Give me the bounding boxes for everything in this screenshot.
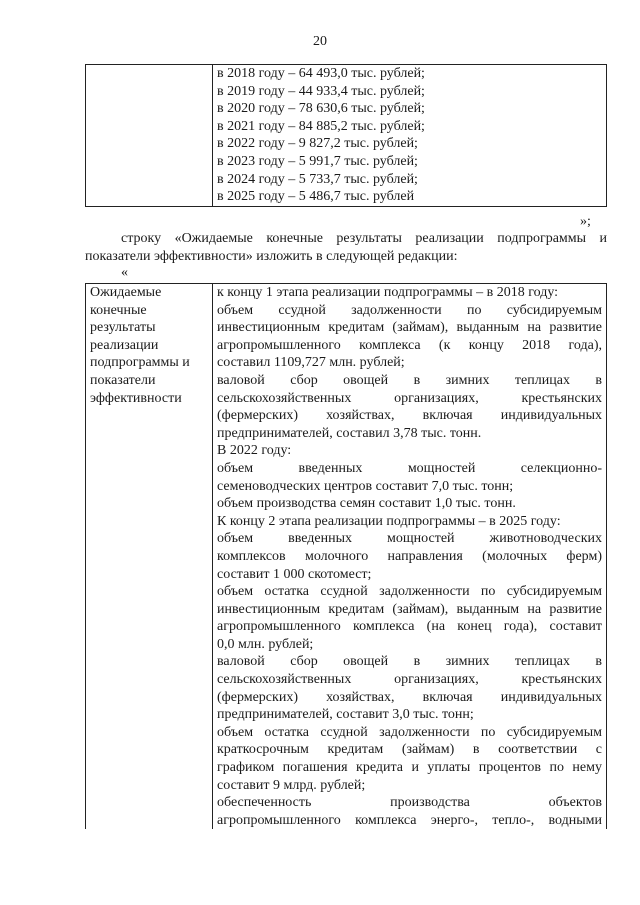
- opening-quote-mark: «: [121, 265, 128, 280]
- result-line: (фермерских) хозяйствах, включая индивидуальных: [217, 689, 602, 705]
- result-line: предпринимателей, составил 3,78 тыс. тонн.: [217, 425, 482, 441]
- funding-line: в 2019 году – 44 933,4 тыс. рублей;: [217, 83, 425, 99]
- result-line: агропромышленного комплекса (на конец года), составит: [217, 619, 602, 635]
- left-cell-line: конечные: [90, 302, 147, 318]
- page-number: 20: [313, 34, 327, 49]
- result-line: агропромышленного комплекса (к концу 2018 года),: [217, 337, 602, 353]
- result-line: В 2022 году:: [217, 443, 292, 459]
- result-line: объем введенных мощностей животноводческих: [217, 531, 602, 547]
- left-cell-line: подпрограммы и: [90, 355, 190, 371]
- result-line: (фермерских) хозяйствах, включая индивидуальных: [217, 408, 602, 424]
- result-line: комплексов молочного направления (молочных ферм): [217, 548, 602, 564]
- paragraph-line: показатели эффективности» изложить в следующей редакции:: [85, 248, 458, 264]
- funding-line: в 2023 году – 5 991,7 тыс. рублей;: [217, 153, 418, 169]
- result-line: краткосрочным кредитам (займам) в соответствии с: [217, 742, 602, 758]
- result-line: инвестиционным кредитам (займам), выданным на развитие: [217, 601, 602, 617]
- left-cell-line: реализации: [90, 337, 159, 353]
- result-line: инвестиционным кредитам (займам), выданным на развитие: [217, 320, 602, 336]
- results-table-left-cell: [86, 284, 213, 830]
- amendment-paragraph: [85, 230, 607, 265]
- left-cell-line: эффективности: [90, 390, 182, 406]
- paragraph-line: строку «Ожидаемые конечные результаты реализации подпрограммы и: [121, 231, 607, 246]
- left-cell-line: результаты: [90, 320, 156, 336]
- result-line: составит 1 000 скотомест;: [217, 566, 372, 582]
- result-line: 0,0 млн. рублей;: [217, 636, 314, 652]
- result-line: объем ссудной задолженности по субсидируемым: [217, 302, 602, 318]
- result-line: составит 9 млрд. рублей;: [217, 777, 366, 793]
- result-line: объем производства семян составит 1,0 тыс. тонн.: [217, 496, 516, 512]
- result-line: валовой сбор овощей в зимних теплицах в: [217, 372, 602, 388]
- result-line: к концу 1 этапа реализации подпрограммы – в 2018 году:: [217, 285, 559, 300]
- result-line: валовой сбор овощей в зимних теплицах в: [217, 654, 602, 670]
- funding-line: в 2022 году – 9 827,2 тыс. рублей;: [217, 136, 418, 152]
- funding-table: [85, 64, 607, 207]
- result-line: агропромышленного комплекса энерго-, тепло-, водными: [217, 812, 602, 828]
- result-line: К концу 2 этапа реализации подпрограммы – в 2025 году:: [217, 513, 561, 529]
- result-line: объем остатка ссудной задолженности по субсидируемым: [217, 584, 602, 600]
- results-table-right-cell: [213, 284, 607, 830]
- result-line: объем введенных мощностей селекционно-: [217, 460, 602, 476]
- funding-line: в 2025 году – 5 486,7 тыс. рублей: [217, 189, 415, 205]
- result-line: обеспеченность производства объектов: [217, 795, 602, 811]
- closing-quote-mark: »;: [580, 214, 591, 229]
- result-line: объем остатка ссудной задолженности по субсидируемым: [217, 724, 602, 740]
- result-line: составил 1109,727 млн. рублей;: [217, 355, 405, 371]
- funding-line: в 2018 году – 64 493,0 тыс. рублей;: [217, 66, 425, 81]
- result-line: предпринимателей, составит 3,0 тыс. тонн;: [217, 707, 474, 723]
- funding-line: в 2024 году – 5 733,7 тыс. рублей;: [217, 171, 418, 187]
- result-line: сельскохозяйственных организациях, крестьянских: [217, 390, 602, 406]
- funding-line: в 2021 году – 84 885,2 тыс. рублей;: [217, 118, 425, 134]
- result-line: графиком погашения кредита и уплаты процентов по нему: [217, 760, 602, 776]
- left-cell-line: показатели: [90, 372, 156, 388]
- left-cell-line: Ожидаемые: [90, 285, 162, 300]
- funding-table-right-cell: [213, 65, 607, 207]
- result-line: сельскохозяйственных организациях, крестьянских: [217, 672, 602, 688]
- funding-line: в 2020 году – 78 630,6 тыс. рублей;: [217, 101, 425, 117]
- results-table: [85, 283, 607, 829]
- funding-table-left-cell: [86, 65, 213, 207]
- result-line: семеноводческих центров составит 7,0 тыс. тонн;: [217, 478, 514, 494]
